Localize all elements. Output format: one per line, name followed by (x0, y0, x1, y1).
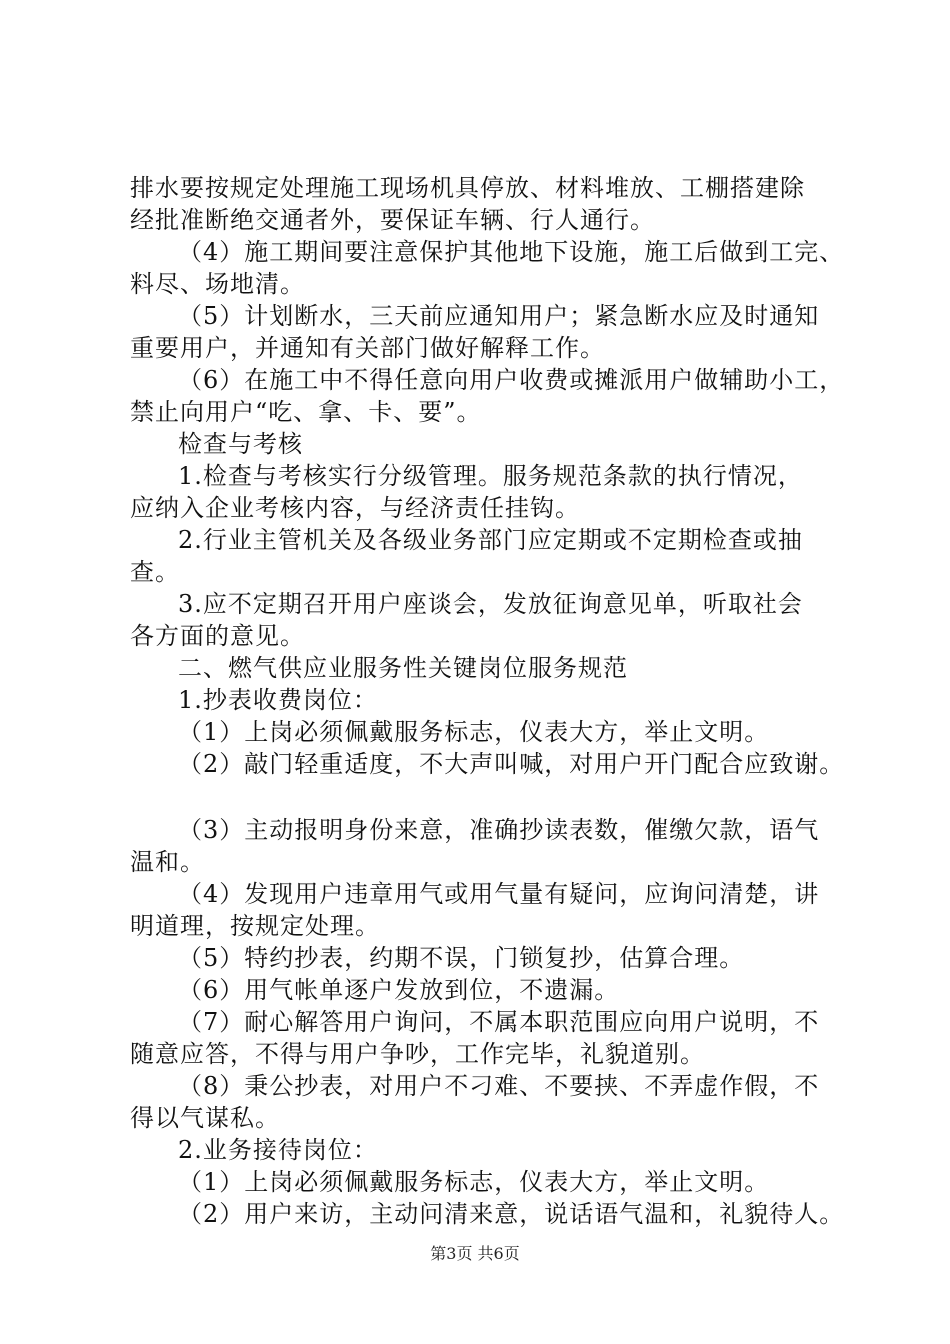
text-line: 1.检查与考核实行分级管理。服务规范条款的执行情况， (178, 462, 803, 490)
text-line: （6）在施工中不得任意向用户收费或摊派用户做辅助小工， (178, 366, 845, 394)
text-line: （4）施工期间要注意保护其他地下设施，施工后做到工完、 (178, 238, 845, 266)
text-line: （5）特约抄表，约期不误，门锁复抄，估算合理。 (178, 944, 745, 972)
page-footer: 第3页 共6页 (430, 1244, 520, 1263)
text-line: 随意应答，不得与用户争吵，工作完毕，礼貌道别。 (130, 1040, 705, 1068)
text-line: （6）用气帐单逐户发放到位，不遗漏。 (178, 976, 620, 1004)
text-line: 二、燃气供应业服务性关键岗位服务规范 (178, 654, 628, 682)
text-line: （5）计划断水，三天前应通知用户；紧急断水应及时通知 (178, 302, 820, 330)
text-line: 排水要按规定处理施工现场机具停放、材料堆放、工棚搭建除 (130, 174, 805, 202)
text-line: （1）上岗必须佩戴服务标志，仪表大方，举止文明。 (178, 718, 770, 746)
text-line: （4）发现用户违章用气或用气量有疑问，应询问清楚，讲 (178, 880, 820, 908)
text-line: 禁止向用户“吃、拿、卡、要”。 (130, 398, 482, 426)
text-line: 2.行业主管机关及各级业务部门应定期或不定期检查或抽 (178, 526, 803, 554)
text-line: 查。 (130, 558, 180, 586)
text-line: 重要用户，并通知有关部门做好解释工作。 (130, 334, 605, 362)
text-line: 3.应不定期召开用户座谈会，发放征询意见单，听取社会 (178, 590, 803, 618)
text-line: 温和。 (130, 848, 205, 876)
text-line: （3）主动报明身份来意，准确抄读表数，催缴欠款，语气 (178, 816, 820, 844)
text-line: 经批准断绝交通者外，要保证车辆、行人通行。 (130, 206, 655, 234)
text-line: （8）秉公抄表，对用户不刁难、不要挟、不弄虚作假，不 (178, 1072, 820, 1100)
text-line: 料尽、场地清。 (130, 270, 305, 298)
text-line: （1）上岗必须佩戴服务标志，仪表大方，举止文明。 (178, 1168, 770, 1196)
text-line: （7）耐心解答用户询问，不属本职范围应向用户说明，不 (178, 1008, 820, 1036)
text-line: 1.抄表收费岗位： (178, 686, 378, 714)
text-line: 得以气谋私。 (130, 1104, 280, 1132)
document-body (130, 172, 845, 1230)
text-line: 检查与考核 (178, 430, 303, 458)
text-line: （2）用户来访，主动问清来意，说话语气温和，礼貌待人。 (178, 1200, 845, 1228)
paragraph-gap (130, 780, 830, 814)
text-line: （2）敲门轻重适度，不大声叫喊，对用户开门配合应致谢。 (178, 750, 845, 778)
text-line: 应纳入企业考核内容，与经济责任挂钩。 (130, 494, 580, 522)
text-line: 明道理，按规定处理。 (130, 912, 380, 940)
text-line: 各方面的意见。 (130, 622, 305, 650)
text-line: 2.业务接待岗位： (178, 1136, 378, 1164)
